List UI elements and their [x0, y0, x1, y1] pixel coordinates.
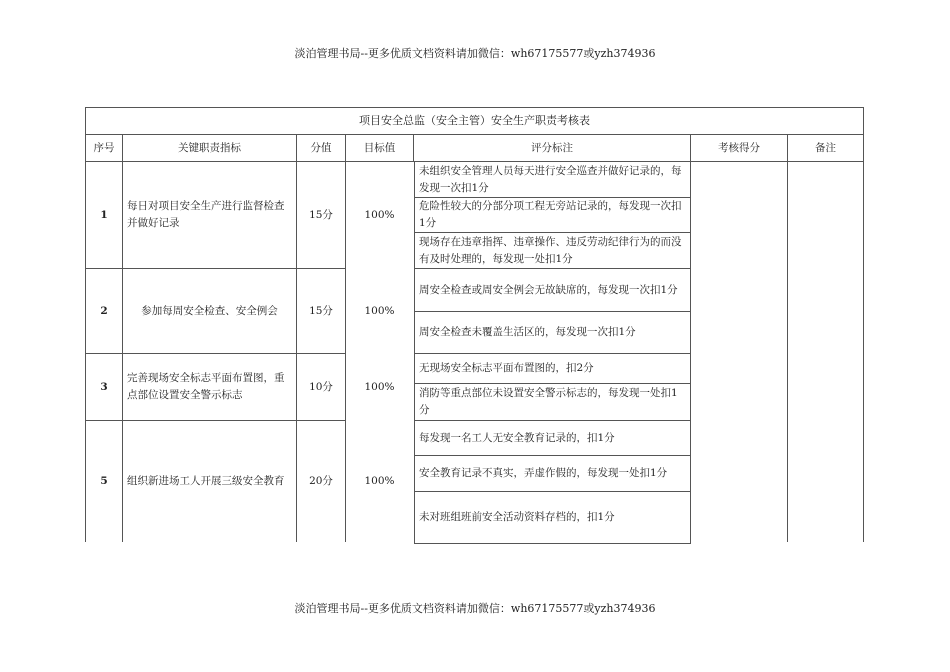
table-title: 项目安全总监（安全主管）安全生产职责考核表: [359, 114, 590, 127]
row2-target: 100%: [364, 304, 395, 317]
row4-indicator: 组织新进场工人开展三级安全教育: [127, 475, 285, 487]
header-criteria: 评分标注: [531, 141, 573, 154]
row4-score: 20分: [309, 475, 333, 487]
row3-criterion-1: 无现场安全标志平面布置图的，扣2分: [414, 353, 691, 384]
row1-seq: 1: [100, 208, 108, 221]
row3-criterion-2: 消防等重点部位未设置安全警示标志的，每发现一处扣1分: [414, 383, 691, 421]
row1-criterion-3: 现场存在违章指挥、违章操作、违反劳动纪律行为的而没有及时处理的，每发现一处扣1分: [414, 232, 691, 269]
header-score: 分值: [310, 141, 332, 154]
row3-target: 100%: [364, 380, 395, 393]
row2-criterion-1: 周安全检查或周安全例会无故缺席的，每发现一次扣1分: [414, 268, 691, 312]
row2-seq: 2: [100, 304, 108, 317]
row1-criterion-2: 危险性较大的分部分项工程无旁站记录的，每发现一次扣1分: [414, 197, 691, 233]
row3-seq: 3: [100, 380, 108, 393]
row1-score: 15分: [309, 208, 333, 221]
header-assessment: 考核得分: [718, 141, 760, 154]
row4-target: 100%: [364, 475, 395, 487]
row4-criterion-3: 未对班组班前安全活动资料存档的，扣1分: [414, 491, 691, 544]
col-rule-6: [787, 134, 788, 542]
row2-score: 15分: [309, 304, 333, 317]
header-target: 目标值: [363, 141, 396, 154]
row1-target: 100%: [364, 208, 395, 221]
header-seq: 序号: [93, 141, 115, 154]
row3-score: 10分: [309, 380, 333, 393]
row2-criterion-2: 周安全检查未覆盖生活区的，每发现一次扣1分: [414, 311, 691, 354]
row4-criterion-2: 安全教育记录不真实，弄虚作假的，每发现一处扣1分: [414, 455, 691, 492]
row2-indicator: 参加每周安全检查、安全例会: [141, 304, 278, 317]
page-header: 淡泊管理书局--更多优质文档资料请加微信：wh67175577或yzh374936: [294, 47, 656, 60]
row1-criterion-1: 未组织安全管理人员每天进行安全巡查并做好记录的，每发现一次扣1分: [414, 161, 691, 198]
header-remarks: 备注: [815, 141, 836, 154]
row4-criterion-1: 每发现一名工人无安全教育记录的，扣1分: [414, 420, 691, 456]
row1-indicator: 每日对项目安全生产进行监督检查并做好记录: [127, 200, 285, 229]
header-indicator: 关键职责指标: [178, 141, 241, 154]
page-footer: 淡泊管理书局--更多优质文档资料请加微信：wh67175577或yzh374936: [294, 602, 656, 615]
row3-indicator: 完善现场安全标志平面布置图，重点部位设置安全警示标志: [127, 372, 285, 401]
row4-seq: 5: [100, 475, 108, 487]
